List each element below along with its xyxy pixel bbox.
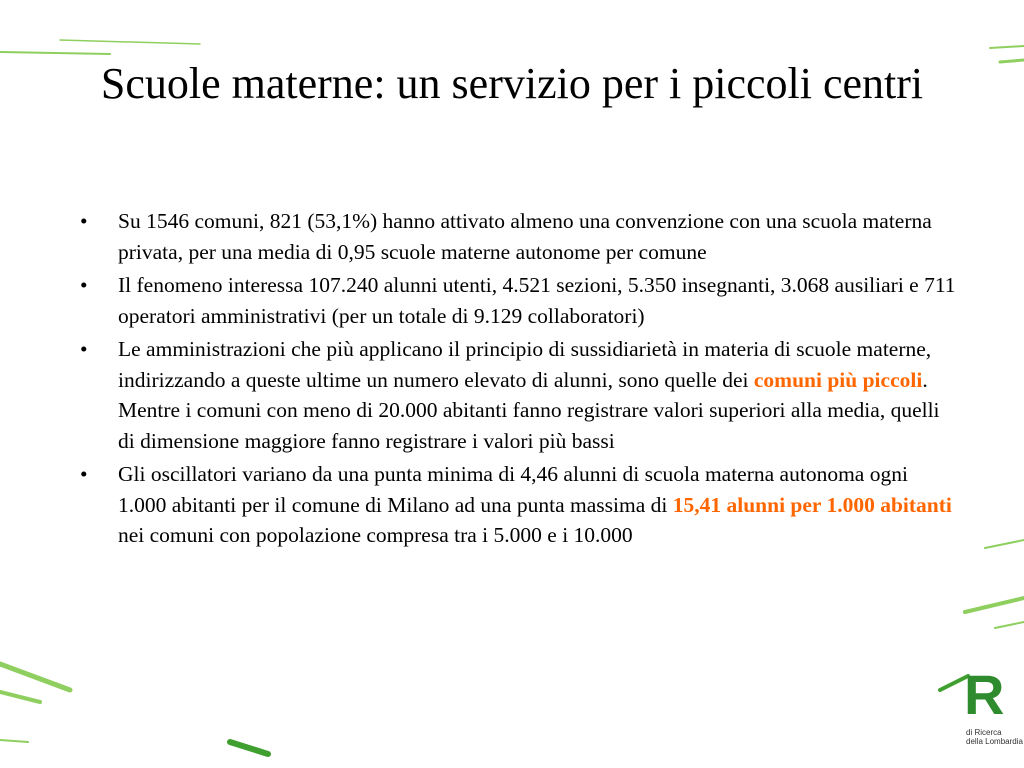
organization-logo [956, 665, 1024, 765]
logo-line-2: della Lombardia [966, 737, 1023, 746]
bullet-text-after: . Mentre i comuni con meno di 20.000 abitanti fanno registrare valori superiori alla media, quelli di dimensione maggiore fanno registrare i valori più bassi [118, 367, 940, 453]
highlight-alunni-per-abitanti: 15,41 alunni per 1.000 abitanti [672, 492, 952, 517]
bullet-dot: • [80, 273, 88, 297]
bullet-dot: • [80, 462, 88, 486]
logo-line-1: di Ricerca [966, 728, 1002, 737]
slide-title: Scuole materne: un servizio per i piccoli centri [100, 59, 924, 108]
bullet-text-after: nei comuni con popolazione compresa tra i 5.000 e i 10.000 [118, 523, 633, 547]
logo-letter: R [964, 663, 1005, 726]
bullet-item [80, 206, 960, 267]
highlight-comuni-piu-piccoli: comuni più piccoli [753, 367, 923, 392]
bullet-text: Il fenomeno interessa 107.240 alunni utenti, 4.521 sezioni, 5.350 insegnanti, 3.068 ausiliari e 711 operatori amministrativi (per un totale di 9.129 collaboratori) [118, 273, 956, 328]
bullet-item [80, 459, 960, 551]
bullet-dot: • [80, 209, 88, 233]
bullet-list [80, 206, 960, 554]
bullet-item [80, 270, 960, 331]
bullet-text-before: Le amministrazioni che più applicano il principio di sussidiarietà in materia di scuole materne, indirizzando a queste ultime un numero elevato di alunni, sono quelle dei [118, 337, 932, 392]
bullet-text-before: Gli oscillatori variano da una punta minima di 4,46 alunni di scuola materna autonoma ogni 1.000 abitanti per il comune di Milano ad una punta massima di [118, 462, 908, 517]
logo-caption [966, 728, 1024, 746]
bullet-dot: • [80, 337, 88, 361]
bullet-text: Su 1546 comuni, 821 (53,1%) hanno attivato almeno una convenzione con una scuola materna privata, per una media di 0,95 scuole materne autonome per comune [118, 209, 932, 264]
bullet-item [80, 334, 960, 456]
